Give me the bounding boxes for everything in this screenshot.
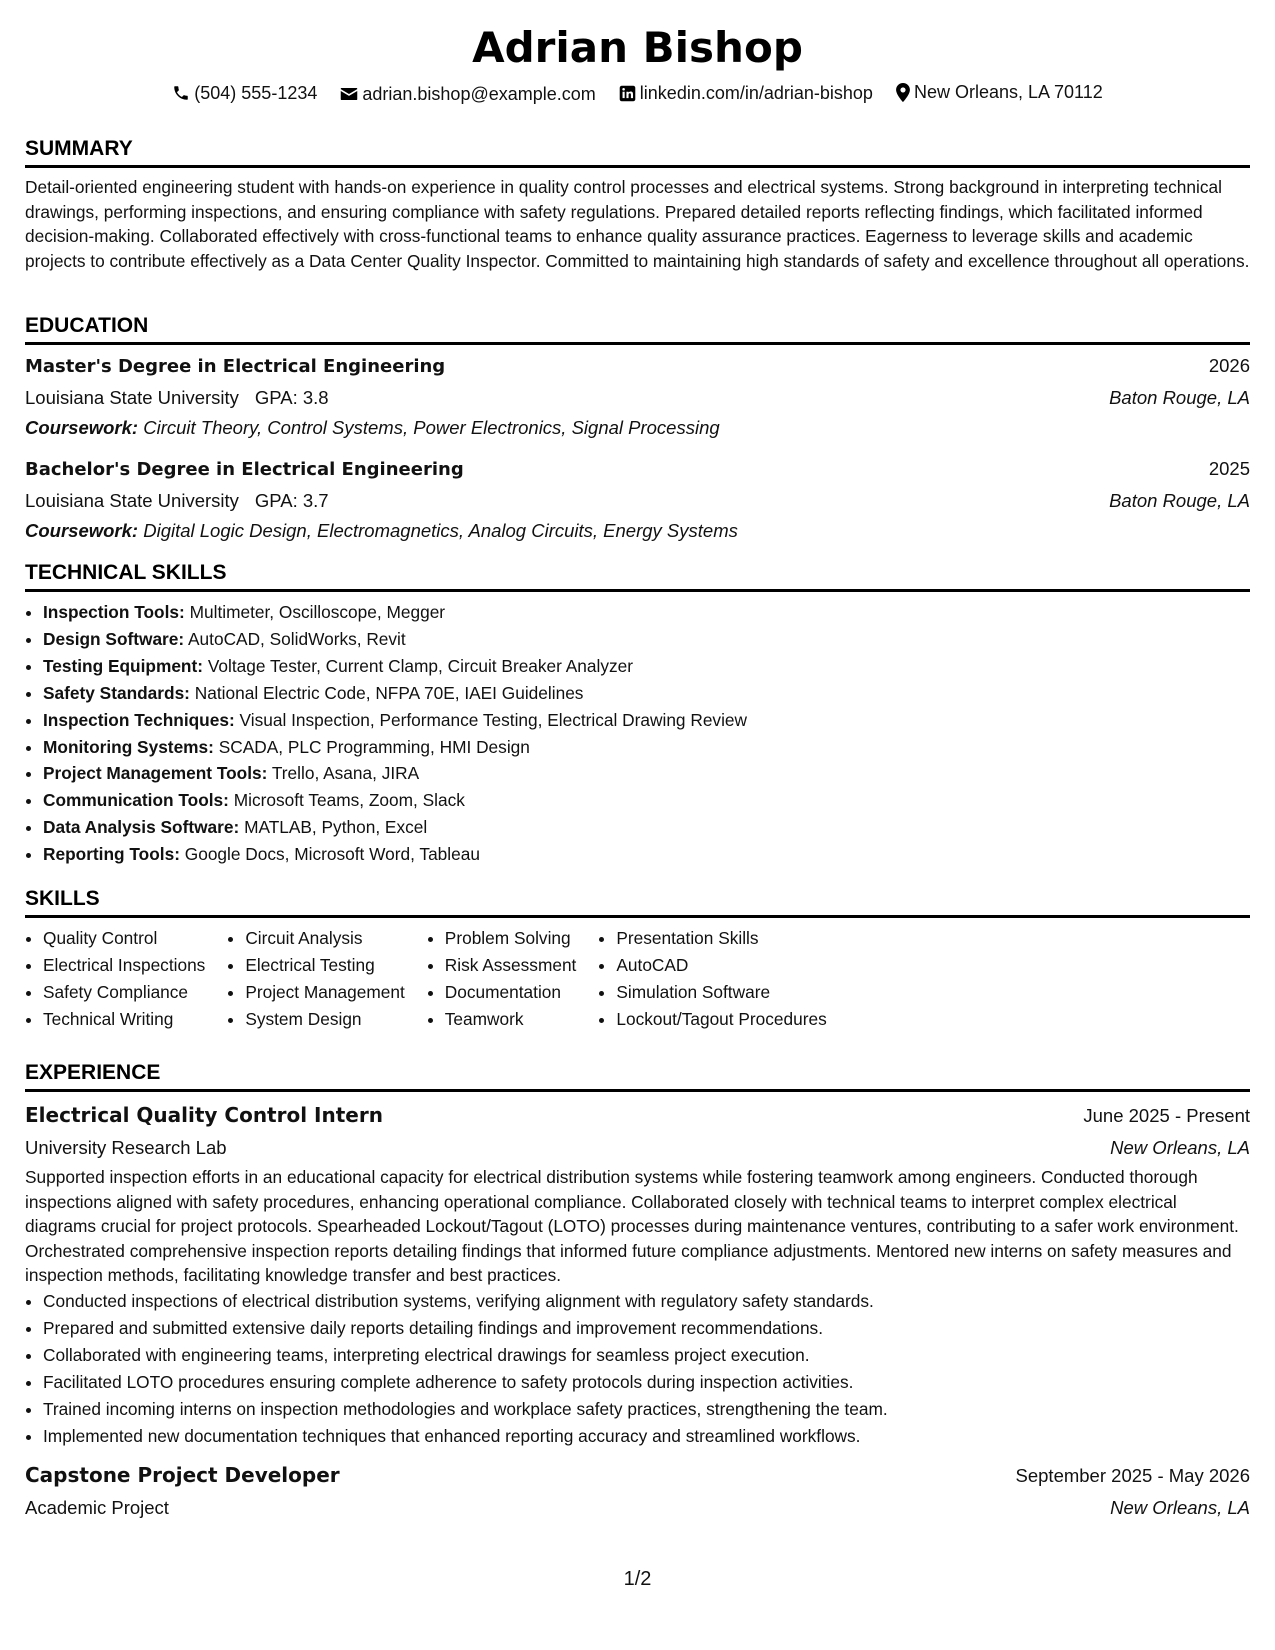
summary-text: Detail-oriented engineering student with hands-on experience in quality control processes and electrical systems. Strong background in interpreting technical drawings, performing inspections, and ensuring compliance with safety regulations. Prepared detailed reports reflecting findings, which facilitated informed decision-making. Collaborated effectively with cross-functional teams to enhance quality assurance practices. Eagerness to leverage skills and academic projects to contribute effectively as a Data Center Quality Inspector. Committed to maintaining high standards of safety and excellence throughout all operations. — [25, 177, 1250, 271]
school-name: Louisiana State University — [25, 490, 239, 511]
phone-icon — [172, 84, 190, 102]
contact-bar — [25, 79, 1250, 109]
education-heading: EDUCATION — [25, 313, 1250, 345]
contact-phone-text: (504) 555-1234 — [194, 82, 318, 103]
list-item: • Collaborated with engineering teams, interpreting electrical drawings for seamless project execution. — [43, 1342, 1250, 1369]
contact-email-text: adrian.bishop@example.com — [362, 83, 596, 104]
gpa: GPA: 3.8 — [254, 387, 329, 408]
candidate-name: Adrian Bishop — [472, 23, 803, 72]
contact-location-text: New Orleans, LA 70112 — [913, 82, 1103, 102]
school-name: Louisiana State University — [25, 387, 239, 408]
degree-title: Master's Degree in Electrical Engineering — [25, 356, 446, 377]
linkedin-icon — [619, 85, 636, 102]
technical-skills-heading: TECHNICAL SKILLS — [25, 560, 1250, 592]
job-org: Academic Project — [25, 1497, 169, 1519]
coursework — [25, 516, 1250, 546]
job-org: University Research Lab — [25, 1137, 227, 1158]
list-item: • Design Software: AutoCAD, SolidWorks, Revit — [43, 626, 1250, 653]
list-item: • Facilitated LOTO procedures ensuring complete adherence to safety protocols during inspection activities. — [43, 1369, 1250, 1396]
school-location: Baton Rouge, LA — [1109, 387, 1250, 408]
skills-columns — [25, 925, 1250, 1033]
gpa: GPA: 3.7 — [254, 490, 329, 511]
experience-section — [25, 1060, 1250, 1523]
job-dates: September 2025 - May 2026 — [1015, 1465, 1250, 1487]
skills-column — [427, 925, 577, 1033]
list-item: • AutoCAD — [616, 952, 826, 979]
page-number: 1/2 — [623, 1568, 652, 1590]
list-item: • Documentation — [445, 979, 577, 1006]
list-item: • Testing Equipment: Voltage Tester, Current Clamp, Circuit Breaker Analyzer — [43, 653, 1250, 680]
list-item: • Risk Assessment — [445, 952, 577, 979]
list-item: • Prepared and submitted extensive daily reports detailing findings and improvement recommendations. — [43, 1315, 1250, 1342]
list-item: • Problem Solving — [445, 925, 577, 952]
envelope-icon — [340, 86, 358, 102]
contact-phone[interactable] — [172, 80, 317, 106]
list-item: • Electrical Inspections — [43, 952, 205, 979]
job-location: New Orleans, LA — [1110, 1497, 1250, 1519]
skills-column — [25, 925, 205, 1033]
coursework-list: Digital Logic Design, Electromagnetics, Analog Circuits, Energy Systems — [143, 520, 738, 541]
list-item: • Circuit Analysis — [245, 925, 404, 952]
list-item: • Project Management Tools: Trello, Asana, JIRA — [43, 760, 1250, 787]
list-item: • Safety Standards: National Electric Code, NFPA 70E, IAEI Guidelines — [43, 680, 1250, 707]
skills-section — [25, 886, 1250, 1033]
list-item: • Quality Control — [43, 925, 205, 952]
job-dates: June 2025 - Present — [1083, 1105, 1250, 1126]
skills-heading: SKILLS — [25, 886, 1250, 918]
contact-linkedin-text: linkedin.com/in/adrian-bishop — [639, 83, 873, 103]
coursework-label: Coursework: — [25, 417, 139, 438]
list-item: • Communication Tools: Microsoft Teams, Zoom, Slack — [43, 787, 1250, 814]
contact-location — [896, 79, 1103, 105]
map-pin-icon — [896, 83, 910, 102]
list-item: • Simulation Software — [616, 979, 826, 1006]
list-item: • Trained incoming interns on inspection methodologies and workplace safety practices, strengthening the team. — [43, 1396, 1250, 1423]
skills-column — [598, 925, 826, 1033]
summary-heading: SUMMARY — [25, 136, 1250, 168]
list-item: • Implemented new documentation techniques that enhanced reporting accuracy and streamlined workflows. — [43, 1423, 1250, 1450]
list-item: • Monitoring Systems: SCADA, PLC Programming, HMI Design — [43, 734, 1250, 761]
coursework-label: Coursework: — [25, 520, 139, 541]
technical-skills-section — [25, 560, 1250, 868]
contact-linkedin[interactable] — [619, 80, 873, 106]
list-item: • Technical Writing — [43, 1006, 205, 1033]
list-item: • Presentation Skills — [616, 925, 826, 952]
coursework — [25, 413, 1250, 443]
list-item: • Inspection Tools: Multimeter, Oscilloscope, Megger — [43, 599, 1250, 626]
summary-section — [25, 136, 1250, 273]
job-entry — [25, 1459, 1250, 1523]
list-item: • Inspection Techniques: Visual Inspection, Performance Testing, Electrical Drawing Review — [43, 707, 1250, 734]
list-item: • System Design — [245, 1006, 404, 1033]
job-title: Capstone Project Developer — [25, 1463, 340, 1488]
skills-column — [227, 925, 404, 1033]
job-location: New Orleans, LA — [1110, 1137, 1250, 1158]
list-item: • Lockout/Tagout Procedures — [616, 1006, 826, 1033]
contact-email[interactable] — [340, 81, 595, 107]
list-item: • Project Management — [245, 979, 404, 1006]
education-section — [25, 313, 1250, 546]
education-entry — [25, 455, 1250, 546]
degree-year: 2025 — [1208, 458, 1250, 479]
education-entry — [25, 352, 1250, 443]
list-item: • Electrical Testing — [245, 952, 404, 979]
technical-skills-list — [25, 599, 1250, 868]
list-item: • Safety Compliance — [43, 979, 205, 1006]
resume-page — [25, 0, 1250, 1650]
list-item: • Data Analysis Software: MATLAB, Python, Excel — [43, 814, 1250, 841]
degree-title: Bachelor's Degree in Electrical Engineering — [25, 459, 464, 480]
job-entry — [25, 1099, 1250, 1449]
school-location: Baton Rouge, LA — [1109, 490, 1250, 511]
list-item: • Teamwork — [445, 1006, 577, 1033]
coursework-list: Circuit Theory, Control Systems, Power Electronics, Signal Processing — [143, 417, 720, 438]
list-item: • Conducted inspections of electrical distribution systems, verifying alignment with regulatory safety standards. — [43, 1288, 1250, 1315]
job-description: Supported inspection efforts in an educational capacity for electrical distribution systems while fostering teamwork among engineers. Conducted thorough inspections aligned with safety procedures, enhancing operational compliance. Collaborated closely with technical teams to interpret complex electrical diagrams crucial for project protocols. Spearheaded Lockout/Tagout (LOTO) processes during maintenance ventures, contributing to a safer work environment. Orchestrated comprehensive inspection reports detailing findings that informed future compliance adjustments. Mentored new interns on safety measures and inspection methods, facilitating knowledge transfer and best practices. — [25, 1167, 1239, 1286]
job-title: Electrical Quality Control Intern — [25, 1103, 383, 1127]
list-item: • Reporting Tools: Google Docs, Microsoft Word, Tableau — [43, 841, 1250, 868]
job-bullets — [25, 1288, 1250, 1449]
experience-heading: EXPERIENCE — [25, 1060, 1250, 1092]
degree-year: 2026 — [1208, 355, 1250, 376]
